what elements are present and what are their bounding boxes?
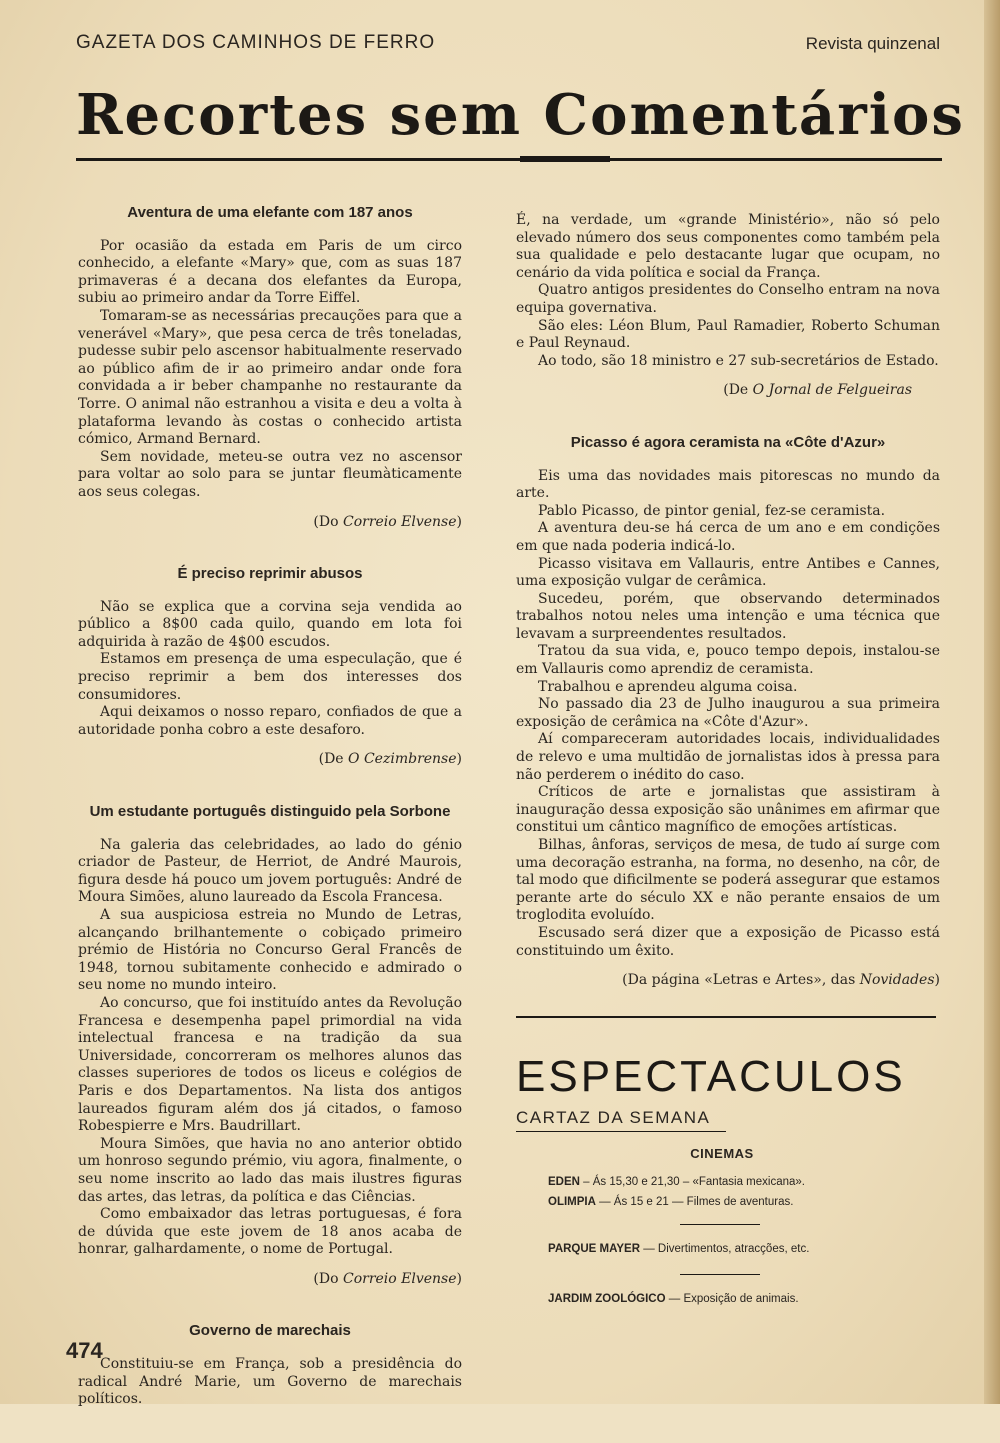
cinemas-heading: CINEMAS [690, 1146, 754, 1161]
listing-eden: EDEN – Ás 15,30 e 21,30 – «Fantasia mexicana». [548, 1176, 805, 1188]
article-paragraph: É, na verdade, um «grande Ministério», não só pelo elevado número dos seus componentes como também pela sua qualidade e pelo destacante lugar que ocupam, no cenário da vida política e social da França. [516, 212, 940, 281]
article-paragraph: Ao todo, são 18 ministro e 27 sub-secretários de Estado. [538, 352, 939, 369]
listing-jardim-zoologico: JARDIM ZOOLÓGICO — Exposição de animais. [548, 1293, 799, 1305]
article-picasso [516, 434, 940, 990]
article-paragraph: Críticos de arte e jornalistas que assistiram à inauguração dessa exposição são unânimes em afirmar que constitui um cântico magnífico de emoções artísticas. [516, 784, 940, 836]
article-paragraph: A aventura deu-se há cerca de um ano e em condições em que nada poderia indicá-lo. [516, 520, 940, 554]
article-source: (De O Cezimbrense) [318, 751, 462, 768]
right-column [516, 212, 940, 1024]
article-source: (Da página «Letras e Artes», das Novidades) [622, 972, 940, 989]
article-paragraph: São eles: Léon Blum, Paul Ramadier, Roberto Schuman e Paul Reynaud. [516, 317, 940, 352]
article-paragraph: Sucedeu, porém, que observando determinados trabalhos notou neles uma intenção e uma técnica que levavam a surpreendentes resultados. [516, 590, 940, 642]
article-source: (De O Jornal de Felgueiras [723, 382, 912, 399]
article-source: (Do Correio Elvense) [313, 513, 462, 530]
article-paragraph: Ao concurso, que foi instituído antes da Revolução Francesa e desempenha papel primordial na vida intelectual francesa e na tradição da sua Universidade, concorreram os melhores alunos das classes superiores de todos os liceus e colégios de Paris e dos Departamentos. Na lista dos antigos laureados figuram além dos já citados, o famoso Robespierre e Mrs. Baudrillart. [78, 994, 462, 1135]
article-paragraph: Tomaram-se as necessárias precauções para que a venerável «Mary», que pesa cerca de três toneladas, pudesse subir pelo ascensor habitualmente reservado ao público afim de ir ao primeiro andar onde fora convidada a ir beber champanhe no restaurante da Torre. O animal não estranhou a visita e deu a volta à plataforma levando às costas o conhecido artista cómico, Armand Bernard. [78, 307, 462, 448]
article-paragraph: Picasso visitava em Vallauris, entre Antibes e Cannes, uma exposição vulgar de cerâmica. [516, 555, 940, 590]
section-masthead: Recortes sem Comentários [76, 82, 965, 148]
page-edge [984, 0, 1000, 1404]
masthead-rule-notch [520, 156, 610, 162]
article-paragraph: Bilhas, ânforas, serviços de mesa, de tudo aí surge com uma decoração estranha, na forma, no desenho, na côr, de tal modo que dificilmente se poderá assegurar que estamos perante arte do século XX e não perante ensaios de um troglodita evoluído. [516, 837, 940, 924]
article-paragraph: Por ocasião da estada em Paris de um circo conhecido, a elefante «Mary» que, com as suas 187 primaveras é a decana dos elefantes da Europa, subiu ao primeiro andar da Torre Eiffel. [78, 237, 462, 307]
article-paragraph: Aí compareceram autoridades locais, individualidades de relevo e uma multidão de jornalistas idos à pressa para não perderem o inédito do caso. [516, 731, 940, 783]
article-abusos [78, 565, 462, 769]
article-paragraph: Moura Simões, que havia no ano anterior obtido um honroso segundo prémio, viu agora, finalmente, o seu nome inscrito ao lado das mais ilustres figuras das artes, das letras, da política e das Ciências. [78, 1135, 462, 1205]
article-paragraph: Eis uma das novidades mais pitorescas no mundo da arte. [516, 467, 940, 502]
article-source: (Do Correio Elvense) [313, 1270, 462, 1287]
espectaculos-subtitle: CARTAZ DA SEMANA [516, 1108, 726, 1132]
article-paragraph: Estamos em presença de uma especulação, que é preciso reprimir a bem dos interesses dos consumidores. [78, 651, 462, 703]
publication-name: GAZETA DOS CAMINHOS DE FERRO [76, 32, 436, 53]
article-title: Picasso é agora ceramista na «Côte d'Azur» [570, 433, 886, 451]
article-paragraph: Como embaixador das letras portuguesas, é fora de dúvida que este jovem de 18 anos acaba de honrar, galhardamente, o nome de Portugal. [78, 1206, 462, 1258]
listing-olimpia: OLIMPIA — Ás 15 e 21 — Filmes de aventuras. [548, 1196, 794, 1208]
article-title: Um estudante português distinguido pela Sorbone [89, 803, 451, 821]
article-paragraph: Na galeria das celebridades, ao lado do génio criador de Pasteur, de Herriot, de André Maurois, figura desde há pouco um jovem português: André de Moura Simões, aluno laureado da Escola Francesa. [78, 836, 462, 906]
article-paragraph: Constituiu-se em França, sob a presidência do radical André Marie, um Governo de marechais políticos. [78, 1356, 462, 1408]
article-paragraph: Quatro antigos presidentes do Conselho entram na nova equipa governativa. [516, 282, 940, 316]
article-paragraph: Sem novidade, meteu-se outra vez no ascensor para voltar ao solo para se juntar fleumàticamente aos seus colegas. [78, 448, 462, 500]
article-paragraph: Escusado será dizer que a exposição de Picasso está constituindo um êxito. [516, 924, 940, 959]
publication-frequency: Revista quinzenal [805, 34, 940, 53]
article-governo [78, 1322, 462, 1408]
listing-divider [680, 1274, 760, 1275]
article-title: Aventura de uma elefante com 187 anos [127, 204, 413, 221]
article-paragraph: Aqui deixamos o nosso reparo, confiados de que a autoridade ponha cobro a este desaforo. [78, 704, 462, 738]
listing-parque-mayer: PARQUE MAYER — Divertimentos, atracções, etc. [548, 1243, 810, 1255]
left-column [78, 204, 462, 1443]
masthead-rule [76, 158, 942, 161]
article-elefante [78, 204, 462, 531]
article-estudante [78, 803, 462, 1288]
espectaculos-rule [516, 1016, 936, 1018]
page-number: 474 [66, 1338, 103, 1363]
article-governo-continued [516, 212, 940, 400]
article-paragraph: No passado dia 23 de Julho inaugurou a sua primeira exposição de cerâmica na «Côte d'Azur». [516, 696, 940, 730]
article-title: Governo de marechais [189, 1322, 351, 1340]
article-paragraph: Pablo Picasso, de pintor genial, fez-se ceramista. [538, 502, 886, 519]
article-paragraph: Trabalhou e aprendeu alguma coisa. [538, 678, 798, 695]
article-paragraph: Não se explica que a corvina seja vendida ao público a 8$00 cada quilo, quando em lota foi adquirida à razão de 4$00 escudos. [78, 598, 462, 650]
article-paragraph: Tratou da sua vida, e, pouco tempo depois, instalou-se em Vallauris como aprendiz de ceramista. [516, 643, 940, 678]
article-paragraph: A sua auspiciosa estreia no Mundo de Letras, alcançando brilhantemente o cobiçado primeiro prémio de História no Concurso Geral Francês de 1948, tornou subitamente conhecido e admirado o seu nome no mundo inteiro. [78, 907, 462, 994]
article-title: É preciso reprimir abusos [177, 565, 363, 583]
listing-divider [680, 1224, 760, 1225]
espectaculos-title: ESPECTACULOS [516, 1052, 906, 1101]
